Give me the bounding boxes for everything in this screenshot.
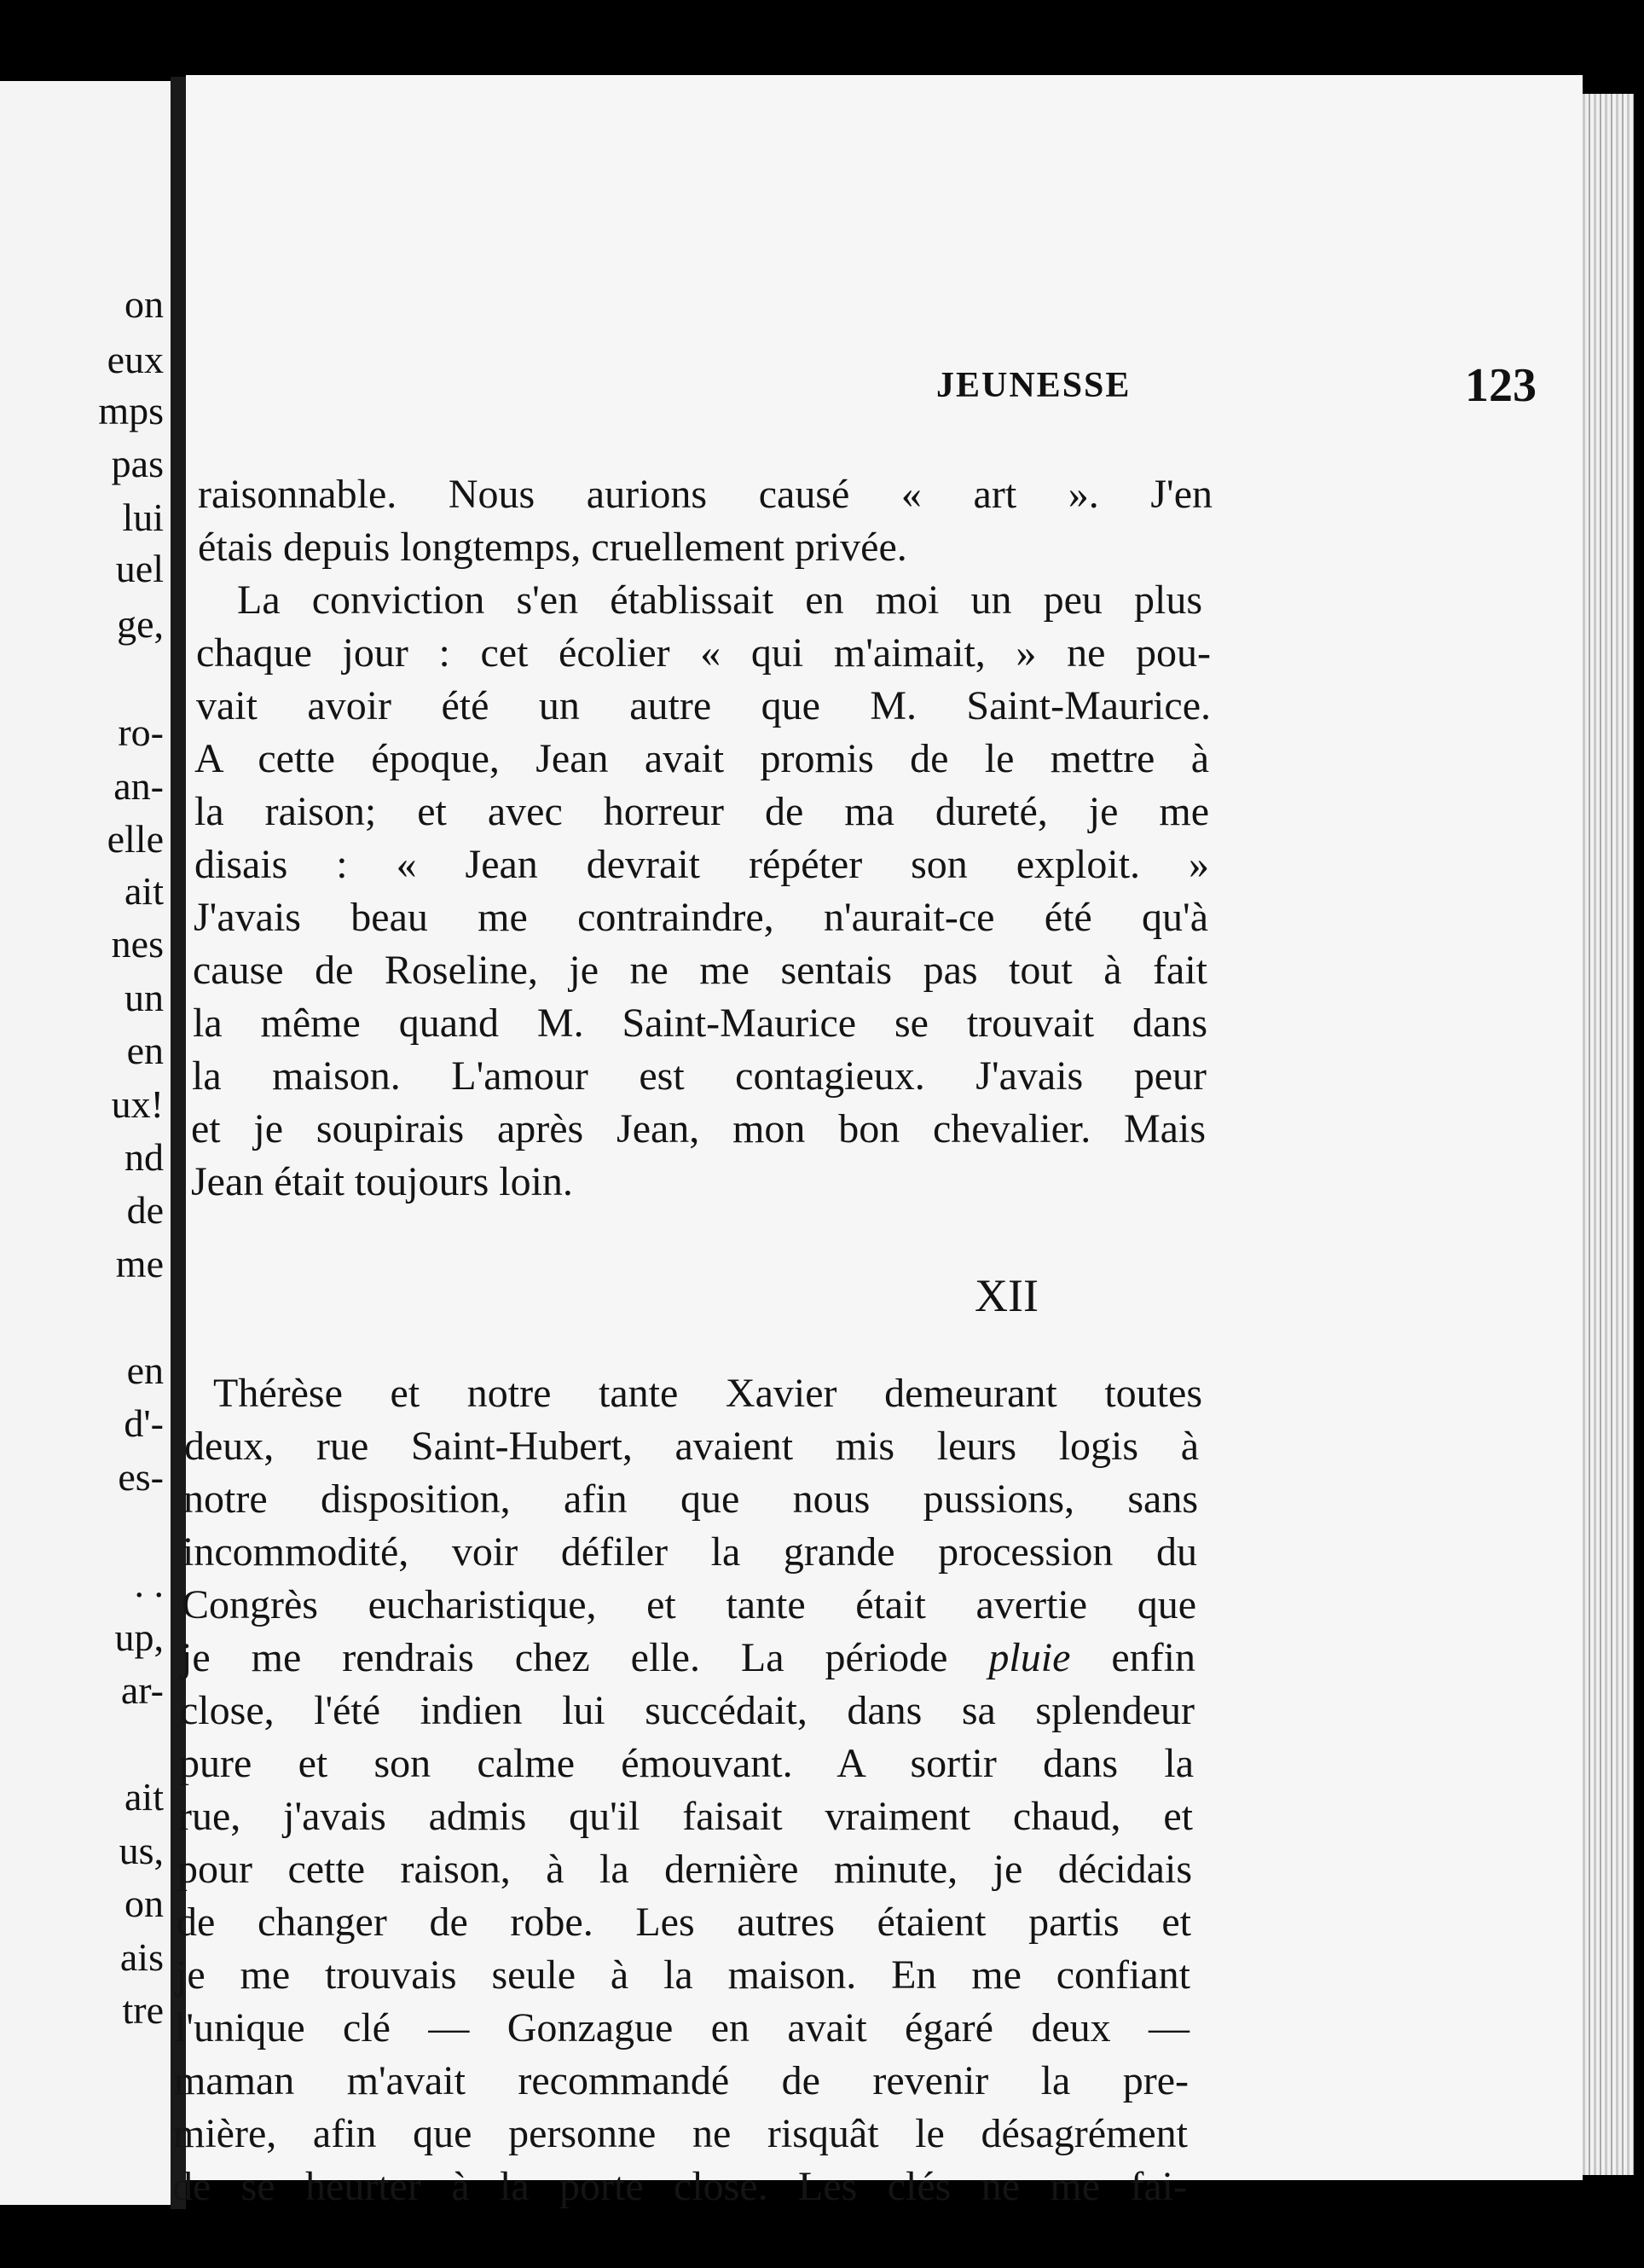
text-line: Jean était toujours loin. xyxy=(191,1159,573,1204)
left-page-text-fragment: lui xyxy=(122,496,164,539)
left-page-text-fragment: on xyxy=(124,1882,164,1925)
left-page-text-fragment: ux! xyxy=(111,1082,164,1126)
text-line: la maison. L'amour est contagieux. J'avais peur xyxy=(192,1053,1207,1099)
left-page-text-fragment: en xyxy=(126,1029,164,1072)
text-line: étais depuis longtemps, cruellement privée. xyxy=(198,525,907,570)
left-page-text-fragment: eux xyxy=(107,338,164,381)
text-line: la même quand M. Saint-Maurice se trouvait dans xyxy=(193,1001,1207,1046)
text-line: de changer de robe. Les autres étaient partis et xyxy=(177,1900,1191,1945)
text-line: et je soupirais après Jean, mon bon chevalier. Mais xyxy=(191,1106,1206,1151)
left-page-text-fragment: . . xyxy=(134,1562,164,1605)
left-page-text-fragment: an- xyxy=(113,764,164,808)
text-line: mière, afin que personne ne risquât le désagrément xyxy=(173,2111,1188,2156)
left-page-text-fragment: ait xyxy=(124,1775,164,1818)
left-page-text-fragment: tre xyxy=(122,1988,164,2032)
left-page-text-fragment: pas xyxy=(111,442,164,485)
text-line: A cette époque, Jean avait promis de le mettre à xyxy=(194,736,1209,781)
page-number: 123 xyxy=(1465,359,1537,412)
text-line: deux, rue Saint-Hubert, avaient mis leurs logis à xyxy=(184,1424,1199,1469)
left-page-text-fragment: mps xyxy=(98,389,164,432)
text-line: Congrès eucharistique, et tante était avertie que xyxy=(182,1582,1196,1627)
right-page xyxy=(172,75,1583,2209)
text-line: la raison; et avec horreur de ma dureté, je me xyxy=(194,789,1209,834)
left-page-text-fragment: on xyxy=(124,282,164,326)
text-line: chaque jour : cet écolier « qui m'aimait, » ne pou- xyxy=(196,630,1211,676)
left-page-text-fragment: ais xyxy=(119,1935,164,1979)
left-page-text-fragment: un xyxy=(124,976,164,1019)
chapter-heading: XII xyxy=(975,1270,1039,1321)
text-line: vait avoir été un autre que M. Saint-Maurice. xyxy=(196,683,1211,728)
page-edges xyxy=(1583,94,1634,2175)
text-line: maman m'avait recommandé de revenir la pre- xyxy=(174,2058,1189,2103)
left-page-text-fragment: en xyxy=(126,1349,164,1392)
text-line: de se heurter à la porte close. Les clés ne me fai- xyxy=(172,2164,1187,2209)
left-page-text-fragment: ro- xyxy=(118,711,164,754)
left-page-text-fragment: elle xyxy=(107,817,164,861)
left-page-text-fragment: nes xyxy=(111,922,164,966)
left-page-text-fragment: me xyxy=(115,1242,164,1285)
text-line: pure et son calme émouvant. A sortir dans la xyxy=(179,1741,1194,1786)
text-line: pour cette raison, à la dernière minute, je décidais xyxy=(177,1847,1192,1892)
left-page-text-fragment: es- xyxy=(118,1455,164,1499)
left-page-fragment xyxy=(0,81,171,2205)
left-page-text-fragment: ge, xyxy=(117,602,164,646)
text-line: disais : « Jean devrait répéter son exploit. » xyxy=(194,842,1209,887)
left-page-text-fragment: d'- xyxy=(124,1401,164,1445)
left-page-text-fragment: nd xyxy=(124,1135,164,1179)
left-page-text-fragment: de xyxy=(126,1188,164,1232)
text-line: rue, j'avais admis qu'il faisait vraiment chaud, et xyxy=(178,1794,1193,1839)
text-line: J'avais beau me contraindre, n'aurait-ce été qu'à xyxy=(194,895,1208,940)
text-line: l'unique clé — Gonzague en avait égaré deux — xyxy=(175,2005,1190,2050)
left-page-text-fragment: us, xyxy=(119,1829,164,1872)
text-line: raisonnable. Nous aurions causé « art ». J'en xyxy=(198,472,1213,517)
text-line: Thérèse et notre tante Xavier demeurant toutes xyxy=(213,1371,1202,1416)
left-page-text-fragment: uel xyxy=(115,547,164,590)
left-page-text-fragment: ar- xyxy=(120,1668,164,1712)
text-line: La conviction s'en établissait en moi un peu plus xyxy=(237,577,1202,623)
left-page-text-fragment: up, xyxy=(114,1615,164,1659)
running-title: JEUNESSE xyxy=(936,366,1132,405)
text-line: incommodité, voir défiler la grande procession du xyxy=(182,1529,1197,1575)
text-line: notre disposition, afin que nous pussions, sans xyxy=(183,1476,1198,1522)
text-line: cause de Roseline, je ne me sentais pas tout à fait xyxy=(193,948,1207,993)
text-line: je me rendrais chez elle. La période pluie enfin xyxy=(181,1635,1196,1680)
text-line: close, l'été indien lui succédait, dans sa splendeur xyxy=(180,1688,1195,1733)
left-page-text-fragment: ait xyxy=(124,869,164,913)
text-line: je me trouvais seule à la maison. En me confiant xyxy=(176,1952,1190,1998)
